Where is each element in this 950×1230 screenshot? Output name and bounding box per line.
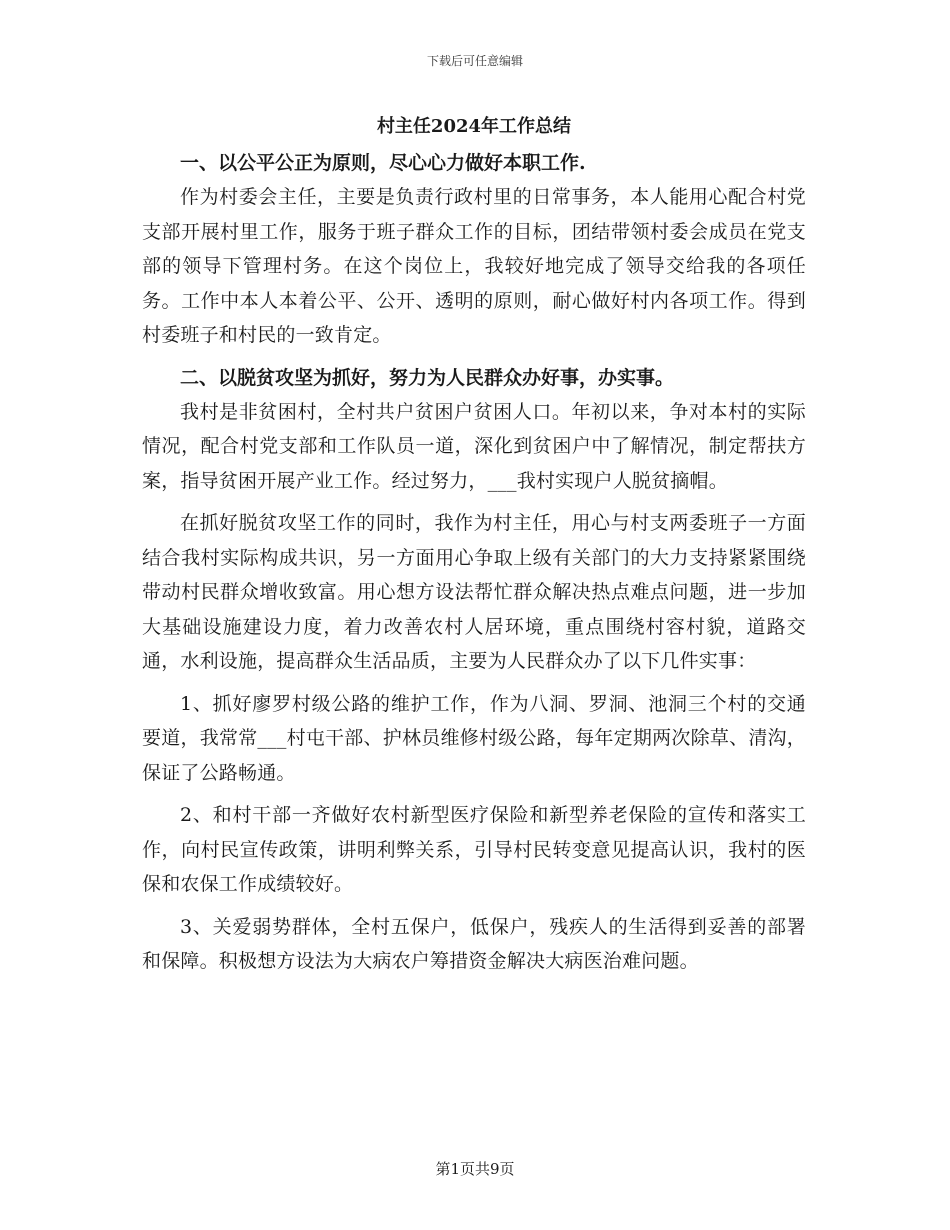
paragraph: 作为村委会主任，主要是负责行政村里的日常事务，本人能用心配合村党支部开展村里工作，服务于班子群众工作的目标，团结带领村委会成员在党支部的领导下管理村务。在这个岗位上，我较好地完成了领导交给我的各项任务。工作中本人本着公平、公开、透明的原则，耐心做好村内各项工作。得到村委班子和村民的一致肯定。 <box>142 186 806 346</box>
list-item-2: 2、和村干部一齐做好农村新型医疗保险和新型养老保险的宣传和落实工作，向村民宣传政策，讲明利弊关系，引导村民转变意见提高认识，我村的医保和农保工作成绩较好。 <box>142 804 806 895</box>
document-title: 村主任2024年工作总结 <box>376 116 572 137</box>
paragraph: 在抓好脱贫攻坚工作的同时，我作为村主任，用心与村支两委班子一方面结合我村实际构成共识，另一方面用心争取上级有关部门的大力支持紧紧围绕带动村民群众增收致富。用心想方设法帮忙群众解决热点难点问题，进一步加大基础设施建设力度，着力改善农村人居环境，重点围绕村容村貌，道路交通，水利设施，提高群众生活品质，主要为人民群众办了以下几件实事： <box>142 512 806 672</box>
list-item-1: 1、抓好廖罗村级公路的维护工作，作为八洞、罗洞、池洞三个村的交通要道，我常常___村屯干部、护林员维修村级公路，每年定期两次除草、清沟，保证了公路畅通。 <box>142 692 806 784</box>
page-footer: 第1页共9页 <box>435 1160 515 1178</box>
list-item-3: 3、关爱弱势群体，全村五保户，低保户，残疾人的生活得到妥善的部署和保障。积极想方设法为大病农户筹措资金解决大病医治难问题。 <box>142 915 806 972</box>
section-heading-2: 二、以脱贫攻坚为抓好，努力为人民群众办好事，办实事。 <box>180 366 675 389</box>
paragraph: 我村是非贫困村，全村共户贫困户贫困人口。年初以来，争对本村的实际情况，配合村党支部和工作队员一道，深化到贫困户中了解情况，制定帮扶方案，指导贫困开展产业工作。经过努力，___我村实现户人脱贫摘帽。 <box>142 400 806 492</box>
document-body <box>142 110 806 985</box>
section-heading-1: 一、以公平公正为原则，尽心心力做好本职工作. <box>180 152 586 174</box>
header-note: 下载后可任意编辑 <box>426 54 523 68</box>
